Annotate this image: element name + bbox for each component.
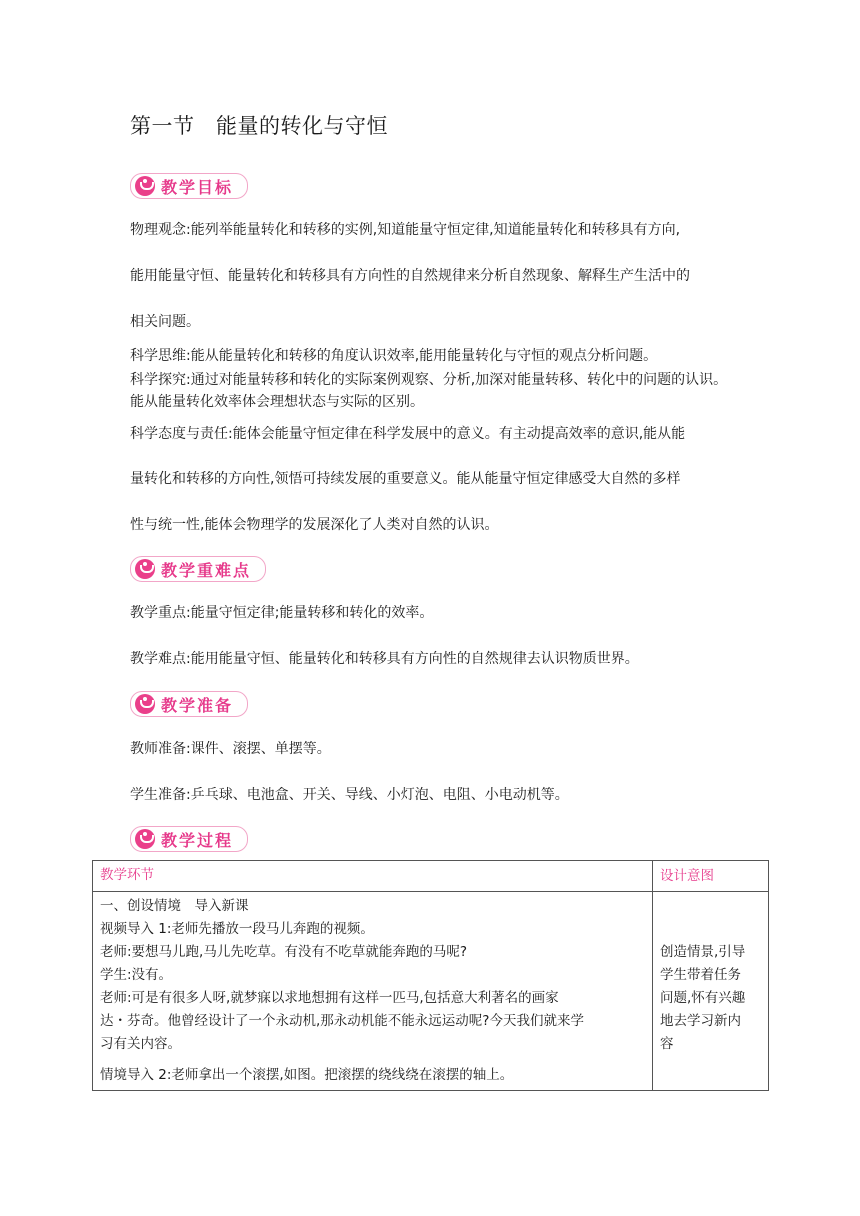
intent-line: 地去学习新内 (660, 1013, 741, 1029)
process-heading-badge (130, 826, 248, 852)
preparation-heading: 教学准备 (161, 695, 234, 715)
science-thinking: 科学思维:能从能量转化和转移的角度认识效率,能用能量转化与守恒的观点分析问题。 (130, 348, 658, 364)
stage-line: 老师:要想马儿跑,马儿先吃草。有没有不吃草就能奔跑的马呢? (100, 944, 468, 960)
intent-line: 问题,怀有兴趣 (660, 990, 746, 1006)
stage-line: 视频导入 1:老师先播放一段马儿奔跑的视频。 (100, 921, 374, 937)
table-row (93, 892, 769, 1091)
process-table (92, 860, 769, 1091)
science-inquiry: 科学探究:通过对能量转移和转化的实际案例观察、分析,加深对能量转移、转化中的问题的认识。能从能量转化效率体会理想状态与实际的区别。 (130, 372, 728, 410)
teaching-focus: 教学重点:能量守恒定律;能量转移和转化的效率。 (130, 605, 434, 621)
preparation-heading-badge (130, 691, 248, 717)
attitude-line-2: 量转化和转移的方向性,领悟可持续发展的重要意义。能从能量守恒定律感受大自然的多样 (130, 471, 681, 487)
page-title: 第一节 能量的转化与守恒 (130, 114, 388, 138)
intent-line: 容 (660, 1036, 674, 1052)
key-points-heading: 教学重难点 (161, 560, 252, 580)
intent-cell (653, 892, 769, 1091)
intent-line: 学生带着任务 (660, 967, 741, 983)
header-intent: 设计意图 (653, 861, 769, 892)
stage-cell (93, 892, 653, 1091)
goals-heading: 教学目标 (161, 177, 234, 197)
physics-view-line-1: 物理观念:能列举能量转化和转移的实例,知道能量守恒定律,知道能量转化和转移具有方向, (130, 222, 681, 238)
teaching-difficulty: 教学难点:能用能量守恒、能量转化和转移具有方向性的自然规律去认识物质世界。 (130, 651, 639, 667)
table-header-row (93, 861, 769, 892)
intent-line: 创造情景,引导 (660, 944, 746, 960)
stage-line: 情境导入 2:老师拿出一个滚摆,如图。把滚摆的绕线绕在滚摆的轴上。 (100, 1067, 514, 1083)
stage-line: 学生:没有。 (100, 967, 173, 983)
student-preparation: 学生准备:乒乓球、电池盒、开关、导线、小灯泡、电阻、小电动机等。 (130, 787, 569, 803)
bulb-icon (135, 559, 155, 579)
bulb-icon (135, 176, 155, 196)
attitude-line-1: 科学态度与责任:能体会能量守恒定律在科学发展中的意义。有主动提高效率的意识,能从能 (130, 426, 686, 442)
teacher-preparation: 教师准备:课件、滚摆、单摆等。 (130, 741, 331, 757)
stage-line: 一、创设情境 导入新课 (100, 898, 249, 914)
stage-line: 老师:可是有很多人呀,就梦寐以求地想拥有这样一匹马,包括意大利著名的画家 (100, 990, 559, 1006)
attitude-line-3: 性与统一性,能体会物理学的发展深化了人类对自然的认识。 (130, 517, 499, 533)
key-points-heading-badge (130, 556, 266, 582)
physics-view-line-2: 能用能量守恒、能量转化和转移具有方向性的自然规律来分析自然现象、解释生产生活中的 (130, 268, 690, 284)
bulb-icon (135, 829, 155, 849)
physics-view-line-3: 相关问题。 (130, 314, 200, 330)
goals-heading-badge (130, 173, 248, 199)
process-heading: 教学过程 (161, 830, 234, 850)
bulb-icon (135, 694, 155, 714)
header-stage: 教学环节 (93, 861, 653, 892)
stage-line: 达・芬奇。他曾经设计了一个永动机,那永动机能不能永远运动呢?今天我们就来学 (100, 1013, 584, 1029)
stage-line: 习有关内容。 (100, 1036, 181, 1052)
